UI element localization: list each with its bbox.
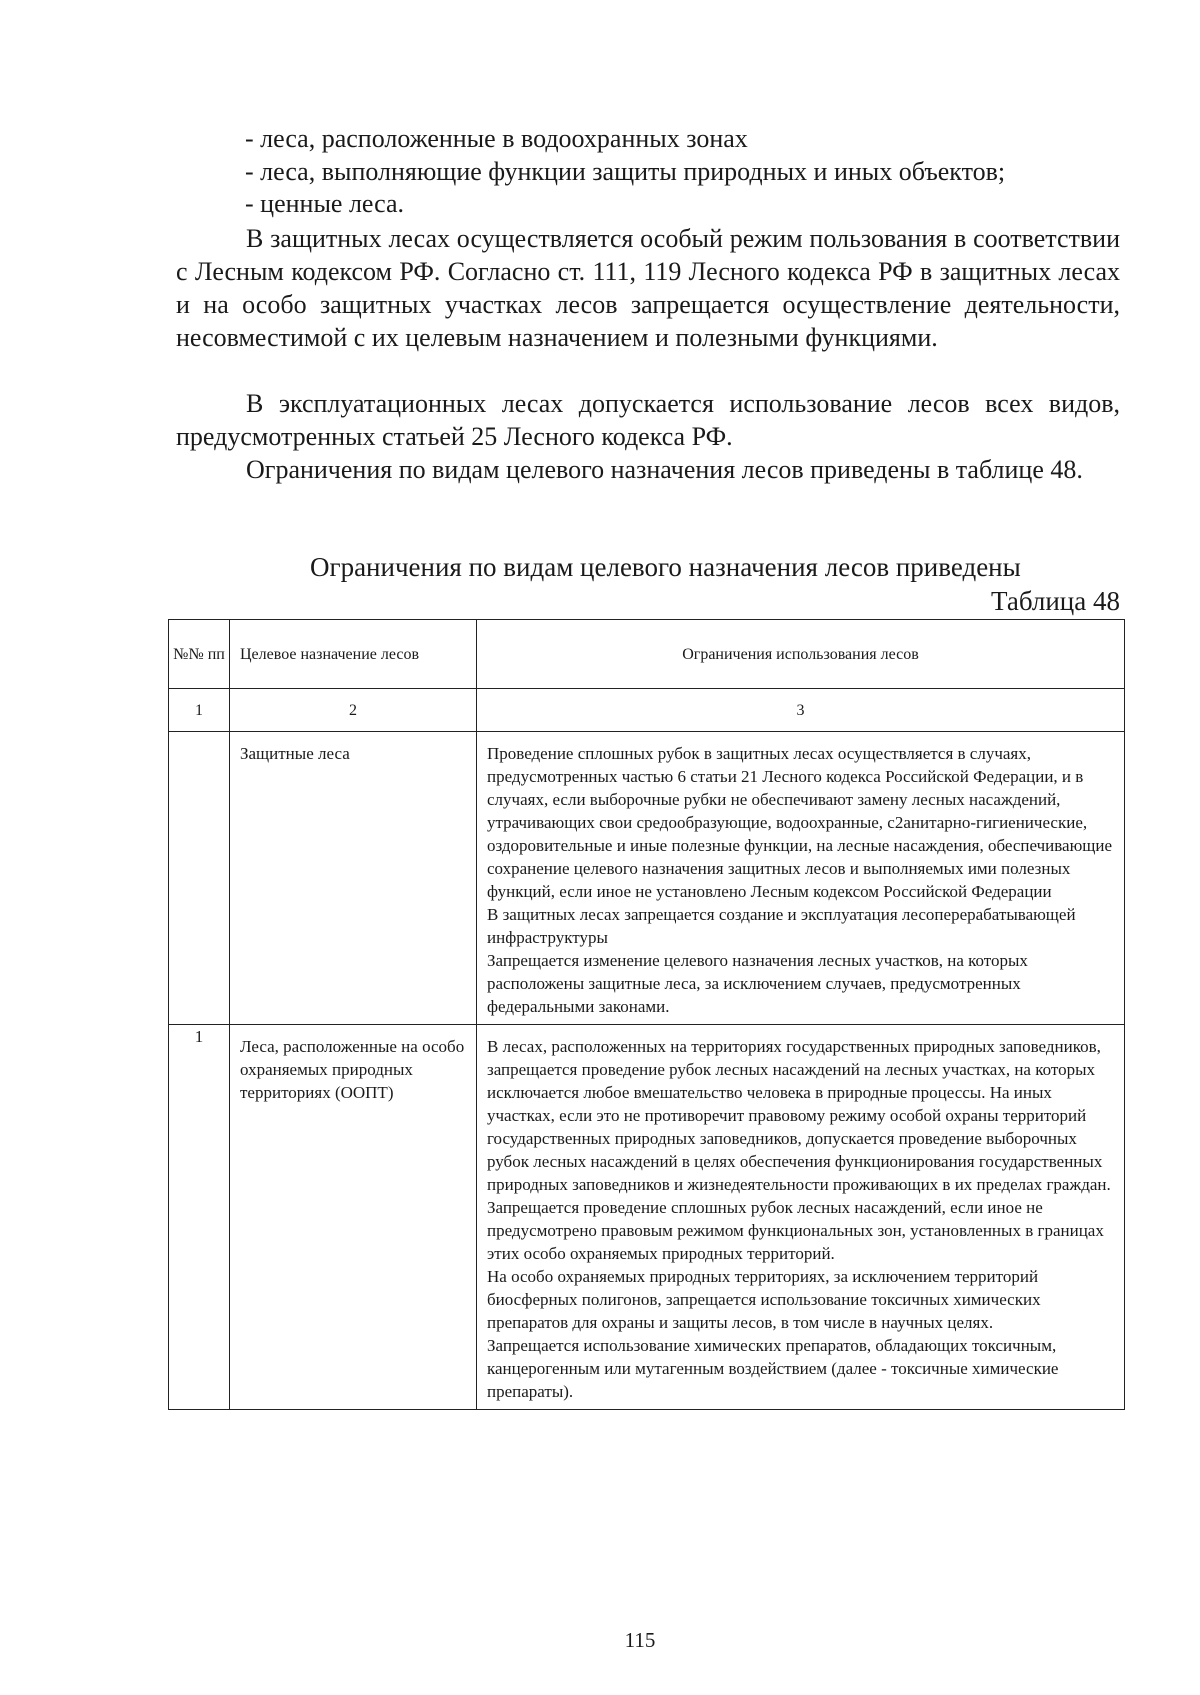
table-row (169, 732, 1125, 1025)
table-title: Ограничения по видам целевого назначения лесов приведены (310, 552, 1021, 582)
table-label: Таблица 48 (991, 586, 1120, 616)
row-number: 1 (169, 1025, 230, 1410)
row-purpose-text: Защитные леса (240, 744, 350, 763)
paragraph-protective-regime: В защитных лесах осуществляется особый режим пользования в соответствии с Лесным кодексом РФ. Согласно ст. 111, 119 Лесного кодекса РФ в защитных лесах и на особо защитных участках лесов запрещается осуществление деятельности, несовместимой с их целевым назначением и полезными функциями. (176, 224, 1120, 352)
paragraph-table-reference: Ограничения по видам целевого назначения лесов приведены в таблице 48. (246, 455, 1083, 484)
header-number: №№ пп (169, 620, 230, 689)
column-number-3: 3 (477, 689, 1125, 732)
column-number-1: 1 (169, 689, 230, 732)
row-restrictions (477, 732, 1125, 1025)
column-numbering-row (169, 689, 1125, 732)
bullet-protective-functions: - леса, выполняющие функции защиты природных и иных объектов; (245, 157, 1006, 186)
header-restrictions: Ограничения использования лесов (477, 620, 1125, 689)
row-restrictions-text: В лесах, расположенных на территориях государственных природных заповедников, запрещается проведение рубок лесных насаждений на лесных участках, на которых исключается любое вмешательство человека в природные процессы. На иных участках, если это не противоречит правовому режиму особой охраны территорий государственных природных заповедников, допускается проведение выборочных рубок лесных насаждений в целях обеспечения функционирования государственных природных заповедников и жизнедеятельности проживающих в их пределах граждан. Запрещается проведение сплошных рубок лесных насаждений, если иное не предусмотрено правовым режимом функциональных зон, установленных в границах этих особо охраняемых природных территорий. На особо охраняемых природных территориях, за исключением территорий биосферных полигонов, запрещается использование токсичных химических препаратов для охраны и защиты лесов, в том числе в научных целях. Запрещается использование химических препаратов, обладающих токсичным, канцерогенным или мутагенным воздействием (далее - токсичные химические препараты). (487, 1037, 1111, 1401)
table-header-row (169, 620, 1125, 689)
column-number-2: 2 (230, 689, 477, 732)
row-number (169, 732, 230, 1025)
restrictions-table (168, 619, 1125, 1410)
page-number: 115 (624, 1628, 656, 1652)
row-restrictions (477, 1025, 1125, 1410)
row-purpose (230, 732, 477, 1025)
row-purpose (230, 1025, 477, 1410)
row-purpose-text: Леса, расположенные на особо охраняемых природных территориях (ООПТ) (240, 1037, 465, 1102)
paragraph-exploitation: В эксплуатационных лесах допускается использование лесов всех видов, предусмотренных статьей 25 Лесного кодекса РФ. (176, 389, 1120, 451)
header-purpose: Целевое назначение лесов (230, 620, 477, 689)
bullet-water-protection: - леса, расположенные в водоохранных зонах (245, 124, 748, 153)
bullet-valuable-forests: - ценные леса. (245, 189, 405, 218)
table-row (169, 1025, 1125, 1410)
row-restrictions-text: Проведение сплошных рубок в защитных лесах осуществляется в случаях, предусмотренных частью 6 статьи 21 Лесного кодекса Российской Федерации, и в случаях, если выборочные рубки не обеспечивают замену лесных насаждений, утрачивающих свои средообразующие, водоохранные, с2анитарно-гигиенические, оздоровительные и иные полезные функции, на лесные насаждения, обеспечивающие сохранение целевого назначения защитных лесов и выполняемых ими полезных функций, если иное не установлено Лесным кодексом Российской Федерации В защитных лесах запрещается создание и эксплуатация лесоперерабатывающей инфраструктуры Запрещается изменение целевого назначения лесных участков, на которых расположены защитные леса, за исключением случаев, предусмотренных федеральными законами. (487, 744, 1113, 1016)
